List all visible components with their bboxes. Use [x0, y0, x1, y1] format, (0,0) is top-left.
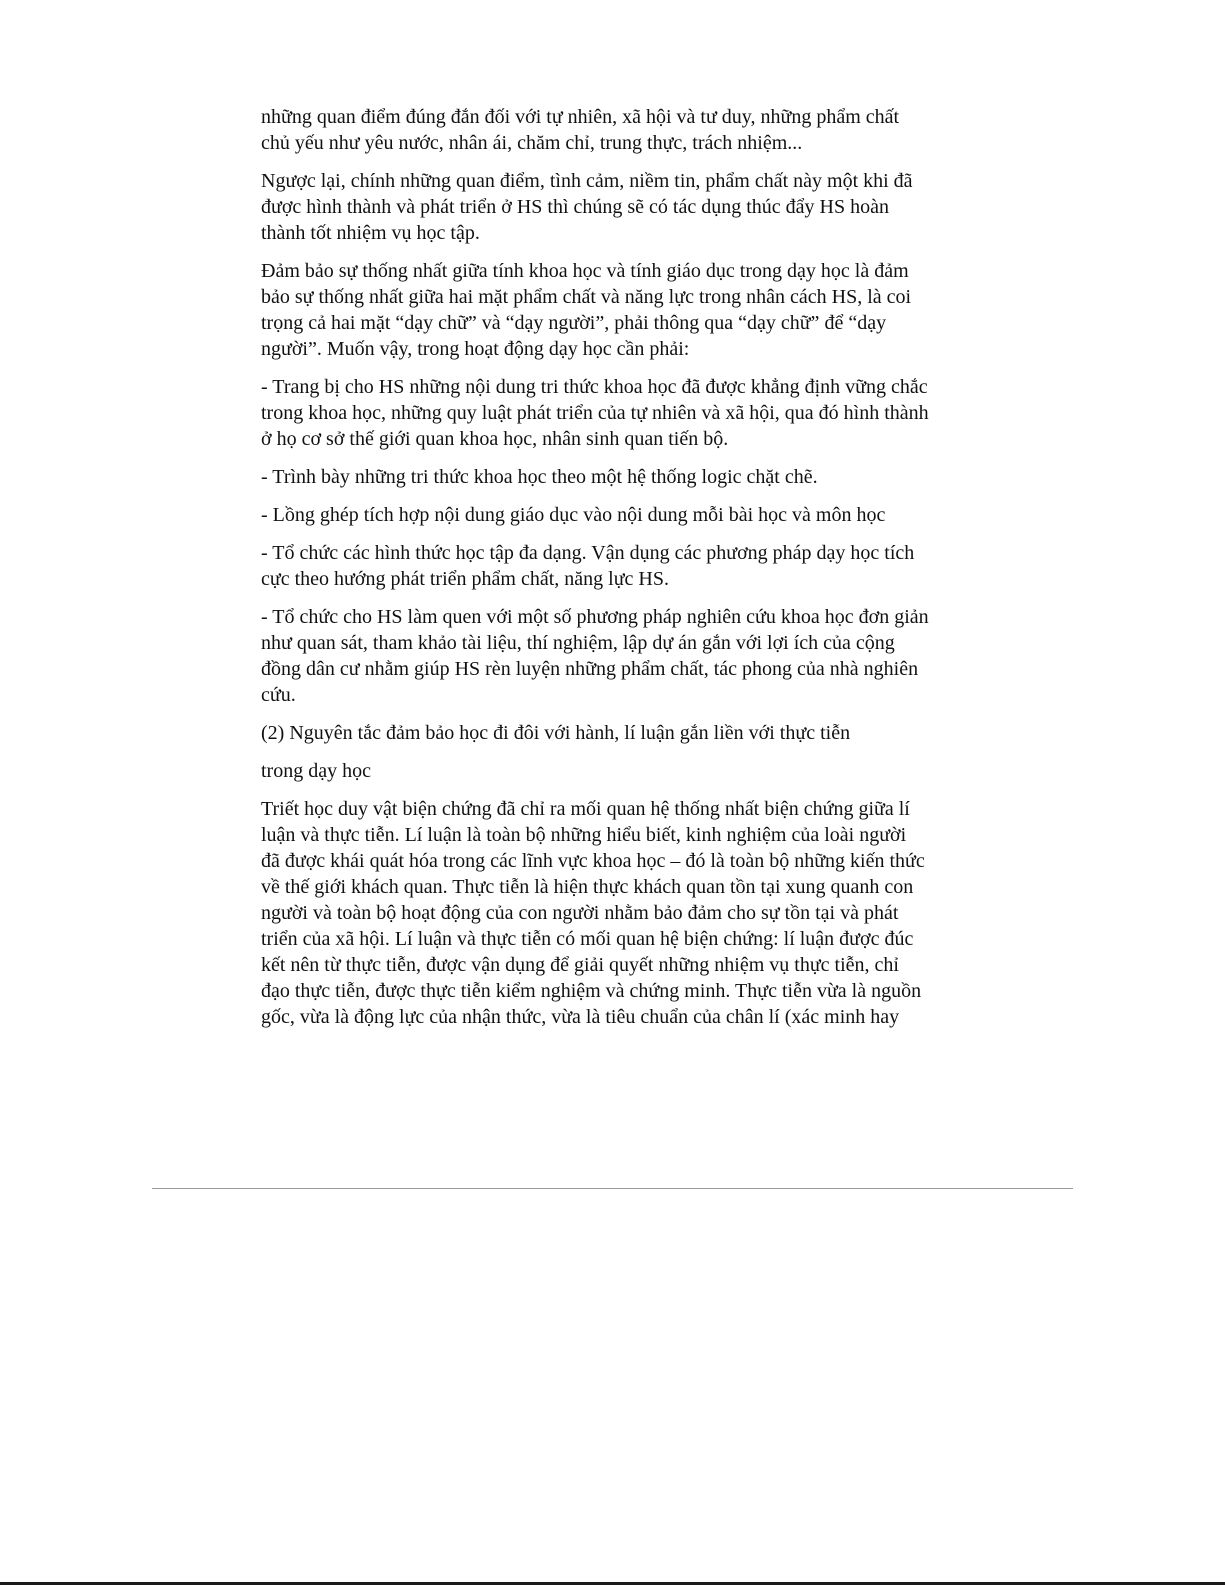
- list-item-integrate-education: - Lồng ghép tích hợp nội dung giáo dục vào nội dung mỗi bài học và môn học: [261, 504, 886, 526]
- list-item-logical-system: - Trình bày những tri thức khoa học theo một hệ thống logic chặt chẽ.: [261, 466, 818, 488]
- paragraph-conversely: Ngược lại, chính những quan điểm, tình cảm, niềm tin, phẩm chất này một khi đã được hình thành và phát triển ở HS thì chúng sẽ có tác dụng thúc đẩy HS hoàn thành tốt nhiệm vụ học tập.: [261, 170, 913, 244]
- paragraph-qualities-continued: những quan điểm đúng đắn đối với tự nhiên, xã hội và tư duy, những phẩm chất chủ yếu như yêu nước, nhân ái, chăm chỉ, trung thực, trách nhiệm...: [261, 106, 900, 154]
- page-divider: [152, 1188, 1073, 1189]
- paragraph-unity-science-education: Đảm bảo sự thống nhất giữa tính khoa học và tính giáo dục trong dạy học là đảm bảo sự thống nhất giữa hai mặt phẩm chất và năng lực trong nhân cách HS, là coi trọng cả hai mặt “dạy chữ” và “dạy người”, phải thông qua “dạy chữ” để “dạy người”. Muốn vậy, trong hoạt động dạy học cần phải:: [261, 260, 912, 360]
- section-heading-principle-2-continued: trong dạy học: [261, 760, 371, 782]
- list-item-research-methods: - Tổ chức cho HS làm quen với một số phương pháp nghiên cứu khoa học đơn giản như quan sát, tham khảo tài liệu, thí nghiệm, lập dự án gắn với lợi ích của cộng đồng dân cư nhằm giúp HS rèn luyện những phẩm chất, tác phong của nhà nghiên cứu.: [261, 606, 929, 706]
- section-heading-principle-2: (2) Nguyên tắc đảm bảo học đi đôi với hành, lí luận gắn liền với thực tiễn: [261, 722, 851, 744]
- paragraph-theory-practice: Triết học duy vật biện chứng đã chỉ ra mối quan hệ thống nhất biện chứng giữa lí luận và thực tiễn. Lí luận là toàn bộ những hiểu biết, kinh nghiệm của loài người đã được khái quát hóa trong các lĩnh vực khoa học – đó là toàn bộ những kiến thức về thế giới khách quan. Thực tiễn là hiện thực khách quan tồn tại xung quanh con người và toàn bộ hoạt động của con người nhằm bảo đảm cho sự tồn tại và phát triển của xã hội. Lí luận và thực tiễn có mối quan hệ biện chứng: lí luận được đúc kết nên từ thực tiễn, được vận dụng để giải quyết những nhiệm vụ thực tiễn, chỉ đạo thực tiễn, được thực tiễn kiểm nghiệm và chứng minh. Thực tiễn vừa là nguồn gốc, vừa là động lực của nhận thức, vừa là tiêu chuẩn của chân lí (xác minh hay: [261, 798, 925, 1028]
- page-body: [261, 104, 966, 1042]
- list-item-equip-knowledge: - Trang bị cho HS những nội dung tri thức khoa học đã được khẳng định vững chắc trong khoa học, những quy luật phát triển của tự nhiên và xã hội, qua đó hình thành ở họ cơ sở thế giới quan khoa học, nhân sinh quan tiến bộ.: [261, 376, 929, 450]
- list-item-diverse-forms: - Tổ chức các hình thức học tập đa dạng. Vận dụng các phương pháp dạy học tích cực theo hướng phát triển phẩm chất, năng lực HS.: [261, 542, 915, 590]
